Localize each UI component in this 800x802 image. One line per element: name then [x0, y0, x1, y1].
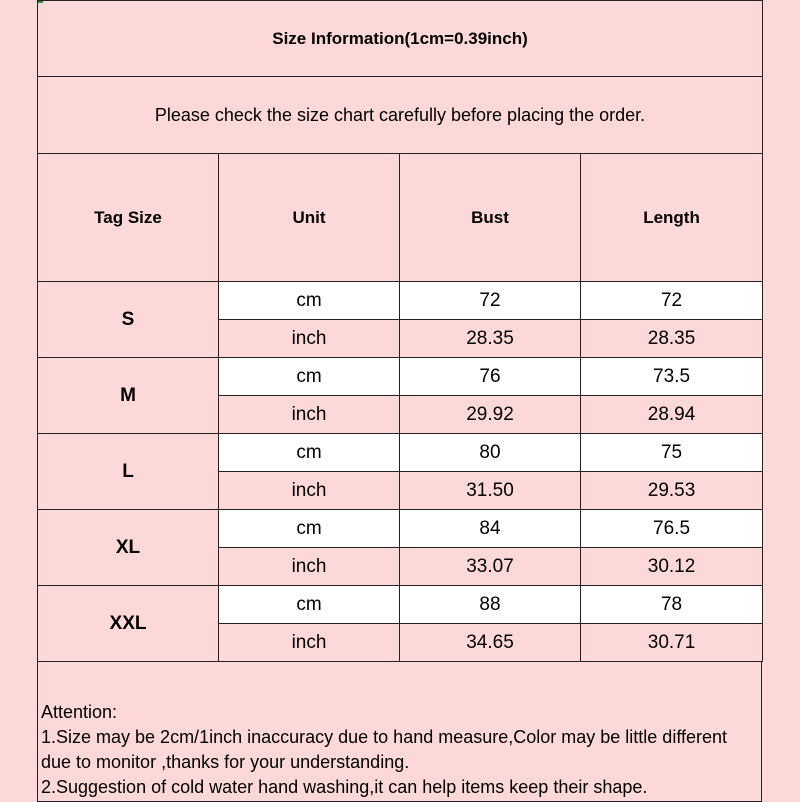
- table-row: [38, 358, 763, 396]
- attention-notes: [37, 662, 762, 802]
- unit-cell: inch: [219, 472, 400, 510]
- unit-cell: cm: [219, 358, 400, 396]
- unit-cell: cm: [219, 586, 400, 624]
- bust-cell: 72: [400, 282, 581, 320]
- length-cell: 72: [581, 282, 763, 320]
- column-header-unit: Unit: [219, 154, 400, 282]
- size-label: S: [38, 282, 219, 358]
- bust-cell: 80: [400, 434, 581, 472]
- bust-cell: 76: [400, 358, 581, 396]
- column-header-bust: Bust: [400, 154, 581, 282]
- chart-instruction: Please check the size chart carefully before placing the order.: [38, 77, 763, 154]
- unit-cell: cm: [219, 510, 400, 548]
- header-row: [38, 154, 763, 282]
- length-cell: 29.53: [581, 472, 763, 510]
- unit-cell: inch: [219, 320, 400, 358]
- bust-cell: 28.35: [400, 320, 581, 358]
- size-label: XXL: [38, 586, 219, 662]
- bust-cell: 88: [400, 586, 581, 624]
- length-cell: 28.94: [581, 396, 763, 434]
- unit-cell: cm: [219, 434, 400, 472]
- length-cell: 28.35: [581, 320, 763, 358]
- table-row: [38, 282, 763, 320]
- attention-note-1: 1.Size may be 2cm/1inch inaccuracy due to hand measure,Color may be little different due to monitor ,thanks for your understanding.: [41, 727, 728, 772]
- unit-cell: inch: [219, 548, 400, 586]
- size-label: XL: [38, 510, 219, 586]
- length-cell: 78: [581, 586, 763, 624]
- table-row: [38, 434, 763, 472]
- length-cell: 30.71: [581, 624, 763, 662]
- unit-cell: inch: [219, 624, 400, 662]
- size-label: L: [38, 434, 219, 510]
- size-label: M: [38, 358, 219, 434]
- unit-cell: inch: [219, 396, 400, 434]
- bust-cell: 29.92: [400, 396, 581, 434]
- size-chart-sheet: [37, 0, 762, 800]
- table-row: [38, 586, 763, 624]
- bust-cell: 33.07: [400, 548, 581, 586]
- table-row: [38, 510, 763, 548]
- bust-cell: 31.50: [400, 472, 581, 510]
- column-header-tag-size: Tag Size: [38, 154, 219, 282]
- chart-title: Size Information(1cm=0.39inch): [38, 1, 763, 77]
- size-chart-table: [37, 0, 763, 662]
- length-cell: 30.12: [581, 548, 763, 586]
- length-cell: 75: [581, 434, 763, 472]
- bust-cell: 34.65: [400, 624, 581, 662]
- bust-cell: 84: [400, 510, 581, 548]
- length-cell: 76.5: [581, 510, 763, 548]
- unit-cell: cm: [219, 282, 400, 320]
- length-cell: 73.5: [581, 358, 763, 396]
- column-header-length: Length: [581, 154, 763, 282]
- attention-heading: Attention:: [41, 702, 118, 722]
- attention-note-2: 2.Suggestion of cold water hand washing,it can help items keep their shape.: [41, 777, 648, 797]
